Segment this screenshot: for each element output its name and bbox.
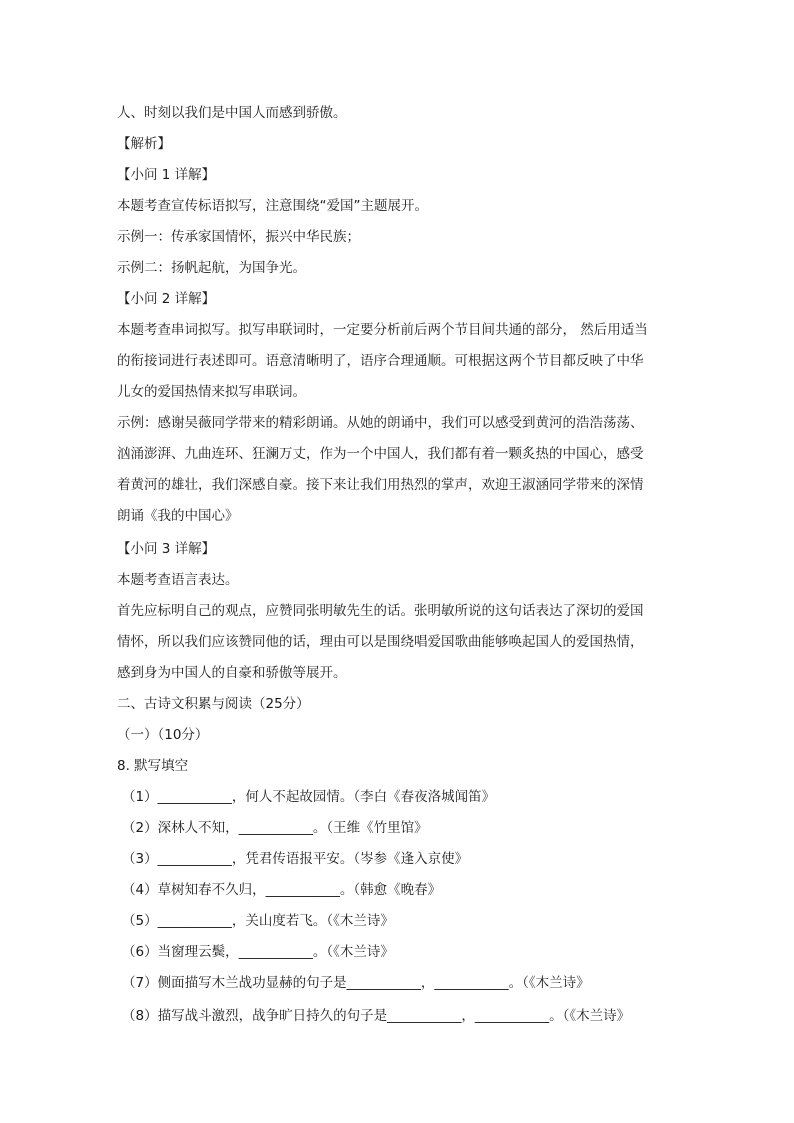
example-text-line: 着黄河的雄壮，我们深感自豪。接下来让我们用热烈的掌声，欢迎王淑涵同学带来的深情 (117, 477, 644, 493)
section-two-heading: 二、古诗文积累与阅读（25分） (117, 696, 310, 712)
fill-blank-item: （3）___________，凭君传语报平安。（岑参《逢入京使》 (122, 851, 469, 867)
example-text-line: 汹涌澎湃、九曲连环、狂澜万丈，作为一个中国人，我们都有着一颗炙热的中国心，感受 (117, 446, 644, 462)
fill-blank-item: （4）草树知春不久归，___________。（韩愈《晚春》 (122, 882, 442, 898)
subquestion-2-text-line: 本题考查串词拟写。拟写串联词时，一定要分析前后两个节目间共通的部分， 然后用适当 (117, 322, 648, 338)
example-text-line: 示例：感谢吴薇同学带来的精彩朗诵。从她的朗诵中，我们可以感受到黄河的浩浩荡荡、 (117, 415, 644, 431)
example-two: 示例二：扬帆起航，为国争光。 (117, 260, 306, 276)
subquestion-2-text-line: 的衔接词进行表述即可。语意清晰明了，语序合理通顺。可根据这两个节目都反映了中华 (117, 353, 644, 369)
subquestion-3-text-line: 情怀，所以我们应该赞同他的话，理由可以是围绕唱爱国歌曲能够唤起国人的爱国热情， (117, 634, 644, 650)
fill-blank-item: （5）___________，关山度若飞。（《木兰诗》 (122, 913, 394, 929)
subquestion-1-heading: 【小问 1 详解】 (117, 167, 216, 183)
part-one-heading: （一）（10分） (117, 727, 209, 743)
subquestion-3-text-line: 首先应标明自己的观点，应赞同张明敏先生的话。张明敏所说的这句话表达了深切的爱国 (117, 603, 644, 619)
subquestion-2-heading: 【小问 2 详解】 (117, 291, 216, 307)
subquestion-2-text-line: 儿女的爱国热情来拟写串联词。 (117, 384, 306, 400)
question-8-heading: 8. 默写填空 (117, 758, 189, 774)
subquestion-3-text: 本题考查语言表达。 (117, 572, 239, 588)
fill-blank-item: （7）侧面描写木兰战功显赫的句子是___________，___________。（《木兰诗》 (122, 975, 590, 991)
example-one: 示例一：传承家国情怀，振兴中华民族； (117, 229, 360, 245)
fill-blank-item: （6）当窗理云鬓，___________。（《木兰诗》 (122, 944, 394, 960)
subquestion-1-text: 本题考查宣传标语拟写，注意围绕“爱国”主题展开。 (117, 198, 428, 214)
fill-blank-item: （1）___________，何人不起故园情。（李白《春夜洛城闻笛》 (122, 789, 496, 805)
example-text-line: 朗诵《我的中国心》 (117, 508, 239, 524)
fill-blank-item: （2）深林人不知，___________。（王维《竹里馆》 (122, 820, 428, 836)
answer-text-line: 人、时刻以我们是中国人而感到骄傲。 (117, 105, 347, 121)
analysis-heading: 【解析】 (117, 136, 171, 152)
subquestion-3-text-line: 感到身为中国人的自豪和骄傲等展开。 (117, 665, 347, 681)
subquestion-3-heading: 【小问 3 详解】 (117, 541, 216, 557)
fill-blank-item: （8）描写战斗激烈，战争旷日持久的句子是___________，___________。（《木兰诗》 (122, 1008, 631, 1024)
